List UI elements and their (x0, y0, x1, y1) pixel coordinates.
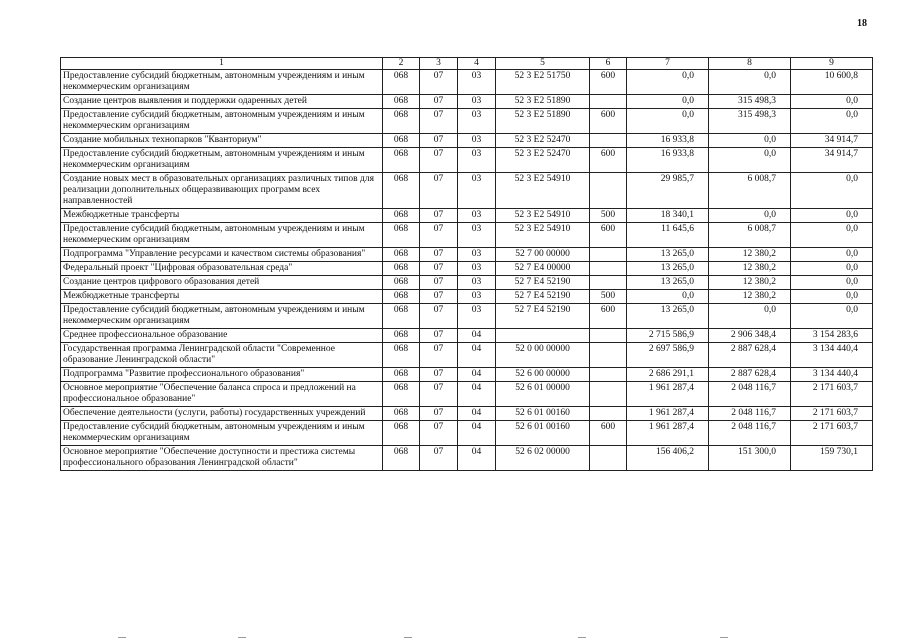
row-description: Подпрограмма "Управление ресурсами и качеством системы образования" (61, 248, 383, 262)
row-expense-type (590, 95, 627, 109)
table-row (61, 304, 873, 329)
row-description: Межбюджетные трансферты (61, 290, 383, 304)
row-subsection: 03 (458, 262, 496, 276)
table-row (61, 290, 873, 304)
row-target-article: 52 3 E2 54910 (496, 173, 590, 209)
row-section: 07 (420, 262, 458, 276)
row-target-article: 52 7 E4 52190 (496, 290, 590, 304)
row-description: Предоставление субсидий бюджетным, автономным учреждениям и иным некоммерческим организациям (61, 109, 383, 134)
row-subsection: 04 (458, 421, 496, 446)
row-amount-col7: 1 961 287,4 (627, 382, 709, 407)
row-section: 07 (420, 290, 458, 304)
row-ministry-code: 068 (383, 70, 420, 95)
table-row (61, 407, 873, 421)
row-ministry-code: 068 (383, 329, 420, 343)
row-section: 07 (420, 173, 458, 209)
row-ministry-code: 068 (383, 290, 420, 304)
row-amount-col9: 10 600,8 (791, 70, 873, 95)
row-amount-col7: 29 985,7 (627, 173, 709, 209)
row-description: Федеральный проект "Цифровая образовательная среда" (61, 262, 383, 276)
table-row (61, 223, 873, 248)
column-header: 3 (420, 58, 458, 70)
row-amount-col9: 0,0 (791, 209, 873, 223)
row-amount-col9: 0,0 (791, 248, 873, 262)
row-description: Предоставление субсидий бюджетным, автономным учреждениям и иным некоммерческим организациям (61, 70, 383, 95)
row-amount-col8: 12 380,2 (709, 262, 791, 276)
row-target-article: 52 3 E2 51750 (496, 70, 590, 95)
table-row (61, 95, 873, 109)
row-target-article: 52 6 00 00000 (496, 368, 590, 382)
row-amount-col8: 0,0 (709, 148, 791, 173)
row-description: Предоставление субсидий бюджетным, автономным учреждениям и иным некоммерческим организациям (61, 223, 383, 248)
row-amount-col7: 0,0 (627, 70, 709, 95)
row-expense-type (590, 329, 627, 343)
table-row (61, 368, 873, 382)
row-expense-type: 600 (590, 421, 627, 446)
column-header: 7 (627, 58, 709, 70)
row-subsection: 03 (458, 70, 496, 95)
row-amount-col8: 315 498,3 (709, 95, 791, 109)
row-amount-col8: 2 048 116,7 (709, 407, 791, 421)
row-amount-col8: 151 300,0 (709, 446, 791, 471)
row-section: 07 (420, 109, 458, 134)
row-ministry-code: 068 (383, 368, 420, 382)
row-section: 07 (420, 407, 458, 421)
column-header: 8 (709, 58, 791, 70)
row-ministry-code: 068 (383, 262, 420, 276)
row-expense-type: 600 (590, 304, 627, 329)
row-amount-col8: 12 380,2 (709, 290, 791, 304)
row-subsection: 04 (458, 329, 496, 343)
row-expense-type (590, 382, 627, 407)
row-amount-col7: 18 340,1 (627, 209, 709, 223)
row-description: Основное мероприятие "Обеспечение баланса спроса и предложений на профессиональное образование" (61, 382, 383, 407)
row-subsection: 03 (458, 95, 496, 109)
row-ministry-code: 068 (383, 304, 420, 329)
column-header: 2 (383, 58, 420, 70)
table-row (61, 446, 873, 471)
table-row (61, 343, 873, 368)
row-amount-col7: 156 406,2 (627, 446, 709, 471)
row-amount-col8: 2 048 116,7 (709, 421, 791, 446)
row-amount-col9: 3 154 283,6 (791, 329, 873, 343)
row-subsection: 03 (458, 276, 496, 290)
row-section: 07 (420, 446, 458, 471)
row-section: 07 (420, 248, 458, 262)
row-section: 07 (420, 368, 458, 382)
row-section: 07 (420, 276, 458, 290)
table-row (61, 148, 873, 173)
row-ministry-code: 068 (383, 134, 420, 148)
row-amount-col9: 2 171 603,7 (791, 382, 873, 407)
table-row (61, 109, 873, 134)
row-section: 07 (420, 134, 458, 148)
row-ministry-code: 068 (383, 109, 420, 134)
column-header: 5 (496, 58, 590, 70)
column-header: 1 (61, 58, 383, 70)
column-header: 6 (590, 58, 627, 70)
page-number: 18 (857, 18, 867, 29)
row-ministry-code: 068 (383, 276, 420, 290)
row-description: Создание мобильных технопарков "Кванториум" (61, 134, 383, 148)
row-expense-type (590, 407, 627, 421)
row-amount-col7: 1 961 287,4 (627, 421, 709, 446)
row-target-article: 52 6 01 00000 (496, 382, 590, 407)
row-amount-col9: 2 171 603,7 (791, 421, 873, 446)
row-expense-type (590, 173, 627, 209)
table-row (61, 134, 873, 148)
row-subsection: 04 (458, 368, 496, 382)
row-amount-col9: 159 730,1 (791, 446, 873, 471)
row-target-article: 52 6 01 00160 (496, 407, 590, 421)
row-amount-col7: 13 265,0 (627, 304, 709, 329)
table-row (61, 262, 873, 276)
row-target-article: 52 6 02 00000 (496, 446, 590, 471)
budget-table (60, 57, 873, 471)
row-expense-type (590, 368, 627, 382)
row-target-article: 52 7 00 00000 (496, 248, 590, 262)
column-header: 9 (791, 58, 873, 70)
row-expense-type: 600 (590, 109, 627, 134)
row-section: 07 (420, 95, 458, 109)
row-amount-col9: 2 171 603,7 (791, 407, 873, 421)
row-target-article (496, 329, 590, 343)
row-expense-type: 500 (590, 209, 627, 223)
row-amount-col9: 34 914,7 (791, 134, 873, 148)
row-description: Предоставление субсидий бюджетным, автономным учреждениям и иным некоммерческим организациям (61, 304, 383, 329)
row-amount-col9: 0,0 (791, 290, 873, 304)
row-expense-type (590, 446, 627, 471)
row-section: 07 (420, 382, 458, 407)
row-amount-col8: 12 380,2 (709, 276, 791, 290)
row-ministry-code: 068 (383, 209, 420, 223)
row-subsection: 03 (458, 134, 496, 148)
row-ministry-code: 068 (383, 173, 420, 209)
row-amount-col9: 0,0 (791, 276, 873, 290)
row-ministry-code: 068 (383, 248, 420, 262)
table-row (61, 209, 873, 223)
row-subsection: 04 (458, 343, 496, 368)
row-ministry-code: 068 (383, 148, 420, 173)
row-expense-type (590, 248, 627, 262)
row-description: Предоставление субсидий бюджетным, автономным учреждениям и иным некоммерческим организациям (61, 148, 383, 173)
row-expense-type: 600 (590, 148, 627, 173)
row-subsection: 03 (458, 148, 496, 173)
row-target-article: 52 6 01 00160 (496, 421, 590, 446)
row-expense-type (590, 343, 627, 368)
row-amount-col9: 0,0 (791, 173, 873, 209)
row-target-article: 52 3 E2 51890 (496, 95, 590, 109)
row-amount-col8: 0,0 (709, 209, 791, 223)
row-section: 07 (420, 304, 458, 329)
row-amount-col9: 3 134 440,4 (791, 343, 873, 368)
row-target-article: 52 3 E2 52470 (496, 134, 590, 148)
row-ministry-code: 068 (383, 95, 420, 109)
row-expense-type: 600 (590, 70, 627, 95)
row-expense-type (590, 262, 627, 276)
row-subsection: 04 (458, 382, 496, 407)
row-amount-col8: 6 008,7 (709, 223, 791, 248)
row-section: 07 (420, 70, 458, 95)
row-description: Создание новых мест в образовательных организациях различных типов для реализации дополнительных общеразвивающих программ всех направленностей (61, 173, 383, 209)
row-target-article: 52 3 E2 51890 (496, 109, 590, 134)
row-subsection: 03 (458, 109, 496, 134)
row-target-article: 52 0 00 00000 (496, 343, 590, 368)
row-description: Создание центров цифрового образования детей (61, 276, 383, 290)
row-expense-type: 500 (590, 290, 627, 304)
table-row (61, 248, 873, 262)
table-body (61, 70, 873, 471)
row-amount-col7: 13 265,0 (627, 276, 709, 290)
row-subsection: 03 (458, 173, 496, 209)
row-amount-col9: 0,0 (791, 262, 873, 276)
row-target-article: 52 3 E2 54910 (496, 223, 590, 248)
row-ministry-code: 068 (383, 223, 420, 248)
row-ministry-code: 068 (383, 382, 420, 407)
row-description: Основное мероприятие "Обеспечение доступности и престижа системы профессионального образования Ленинградской области" (61, 446, 383, 471)
table-row (61, 421, 873, 446)
row-section: 07 (420, 148, 458, 173)
row-ministry-code: 068 (383, 446, 420, 471)
table-row (61, 382, 873, 407)
row-amount-col8: 0,0 (709, 134, 791, 148)
row-description: Среднее профессиональное образование (61, 329, 383, 343)
row-description: Межбюджетные трансферты (61, 209, 383, 223)
row-amount-col8: 2 887 628,4 (709, 368, 791, 382)
row-target-article: 52 3 E2 54910 (496, 209, 590, 223)
row-description: Государственная программа Ленинградской области "Современное образование Ленинградской области" (61, 343, 383, 368)
row-expense-type: 600 (590, 223, 627, 248)
row-amount-col8: 315 498,3 (709, 109, 791, 134)
row-amount-col7: 2 686 291,1 (627, 368, 709, 382)
row-amount-col9: 0,0 (791, 223, 873, 248)
row-amount-col9: 34 914,7 (791, 148, 873, 173)
table-row (61, 276, 873, 290)
row-description: Создание центров выявления и поддержки одаренных детей (61, 95, 383, 109)
row-target-article: 52 3 E2 52470 (496, 148, 590, 173)
row-amount-col7: 16 933,8 (627, 148, 709, 173)
row-amount-col8: 2 887 628,4 (709, 343, 791, 368)
row-subsection: 03 (458, 248, 496, 262)
row-amount-col8: 2 048 116,7 (709, 382, 791, 407)
row-subsection: 03 (458, 209, 496, 223)
row-section: 07 (420, 421, 458, 446)
row-description: Обеспечение деятельности (услуги, работы) государственных учреждений (61, 407, 383, 421)
column-header: 4 (458, 58, 496, 70)
row-ministry-code: 068 (383, 421, 420, 446)
row-amount-col8: 0,0 (709, 70, 791, 95)
row-ministry-code: 068 (383, 407, 420, 421)
row-subsection: 03 (458, 223, 496, 248)
row-subsection: 04 (458, 407, 496, 421)
header-row (61, 58, 873, 70)
row-amount-col7: 0,0 (627, 95, 709, 109)
row-amount-col7: 16 933,8 (627, 134, 709, 148)
table-row (61, 329, 873, 343)
row-subsection: 03 (458, 290, 496, 304)
row-amount-col9: 0,0 (791, 304, 873, 329)
row-section: 07 (420, 329, 458, 343)
table-row (61, 70, 873, 95)
row-amount-col9: 3 134 440,4 (791, 368, 873, 382)
row-description: Подпрограмма "Развитие профессионального образования" (61, 368, 383, 382)
row-section: 07 (420, 209, 458, 223)
row-amount-col8: 12 380,2 (709, 248, 791, 262)
row-amount-col7: 13 265,0 (627, 248, 709, 262)
row-target-article: 52 7 E4 52190 (496, 304, 590, 329)
row-amount-col7: 11 645,6 (627, 223, 709, 248)
row-amount-col7: 2 715 586,9 (627, 329, 709, 343)
row-amount-col7: 0,0 (627, 290, 709, 304)
scan-edge-marks (0, 634, 905, 638)
row-amount-col9: 0,0 (791, 109, 873, 134)
row-amount-col7: 2 697 586,9 (627, 343, 709, 368)
row-ministry-code: 068 (383, 343, 420, 368)
row-amount-col9: 0,0 (791, 95, 873, 109)
table-row (61, 173, 873, 209)
row-section: 07 (420, 343, 458, 368)
row-subsection: 03 (458, 304, 496, 329)
row-amount-col8: 6 008,7 (709, 173, 791, 209)
row-description: Предоставление субсидий бюджетным, автономным учреждениям и иным некоммерческим организациям (61, 421, 383, 446)
row-target-article: 52 7 E4 52190 (496, 276, 590, 290)
row-section: 07 (420, 223, 458, 248)
row-amount-col7: 1 961 287,4 (627, 407, 709, 421)
row-amount-col7: 13 265,0 (627, 262, 709, 276)
row-expense-type (590, 134, 627, 148)
row-amount-col8: 2 906 348,4 (709, 329, 791, 343)
budget-table-container (60, 57, 872, 471)
row-amount-col8: 0,0 (709, 304, 791, 329)
row-expense-type (590, 276, 627, 290)
row-target-article: 52 7 E4 00000 (496, 262, 590, 276)
row-subsection: 04 (458, 446, 496, 471)
row-amount-col7: 0,0 (627, 109, 709, 134)
